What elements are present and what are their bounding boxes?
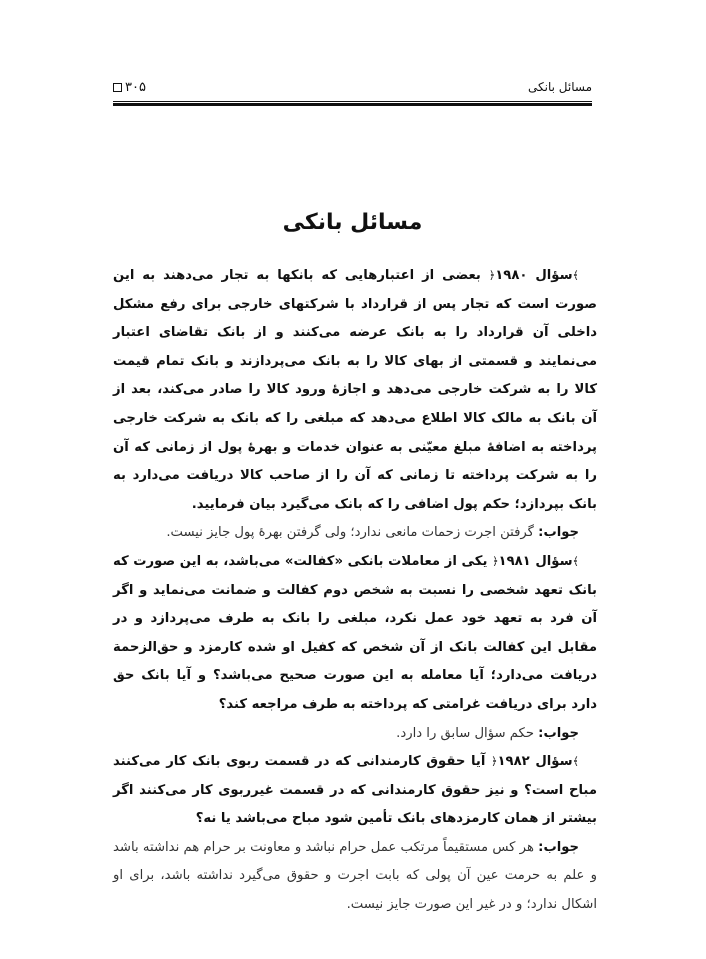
question-text: بعضی از اعتبارهایی که بانکها به تجار می‌دهند به این صورت است که تجار پس از قرارداد با شرکتهای خارجی برای رفع مشکل داخلی آن قرارداد را به بانک عرضه می‌کنند و از بانک تقاضای اعتبار می‌نمایند و قسمتی از بهای کالا را به بانک می‌پردازند و بانک تمام قیمت کالا را به شرکت خارجی می‌دهد و اجازهٔ ورود کالا را صادر می‌کند، بعد از آن بانک به مالک کالا اطلاع می‌دهد که مبلغی را که بانک به شرکت خارجی پرداخته به اضافهٔ مبلغ معیّنی به عنوان خدمات و بهرهٔ پول از زمانی که آن را به شرکت پرداخته تا زمانی که آن را از صاحب کالا دریافت می‌دارد به بانک بپردازد؛ حکم پول اضافی را که بانک می‌گیرد بیان فرمایید. <box>113 268 597 512</box>
open-bracket-icon: ﴾ <box>572 269 579 282</box>
page-number: ۳۰۵ <box>125 80 146 95</box>
header-rule-thin <box>113 101 592 102</box>
square-ornament-icon <box>113 83 122 92</box>
answer-1980 <box>113 519 597 548</box>
answer-text: گرفتن اجرت زحمات مانعی ندارد؛ ولی گرفتن بهرهٔ پول جایز نیست. <box>166 525 534 541</box>
answer-1981 <box>113 720 597 749</box>
open-bracket-icon: ﴾ <box>572 755 580 769</box>
close-bracket-icon: ﴿ <box>491 755 498 769</box>
page-number-group <box>113 80 146 95</box>
answer-label: جواب: <box>538 725 579 741</box>
chapter-title: مسائل بانکی <box>282 210 423 235</box>
question-label: سؤال ۱۹۸۰ <box>495 268 573 283</box>
question-1982 <box>113 748 597 834</box>
header-rule-thick <box>113 103 592 106</box>
answer-label: جواب: <box>538 839 579 855</box>
answer-label: جواب: <box>538 525 579 541</box>
running-title: مسائل بانکی <box>528 80 592 94</box>
answer-text: حکم سؤال سابق را دارد. <box>396 725 534 741</box>
question-label: سؤال ۱۹۸۱ <box>498 553 573 569</box>
document-body <box>113 262 597 920</box>
answer-1982 <box>113 834 597 920</box>
question-1981 <box>113 548 597 720</box>
close-bracket-icon: ﴿ <box>492 554 499 568</box>
open-bracket-icon: ﴾ <box>572 554 579 568</box>
question-label: سؤال ۱۹۸۲ <box>497 754 573 770</box>
page-header <box>113 80 592 102</box>
answer-text: هر کس مستقیماً مرتکب عمل حرام نباشد و معاونت بر حرام هم نداشته باشد و علم به حرمت عین آن پولی که بابت اجرت و حقوق می‌گیرد نداشته باشد، برای او اشکال ندارد؛ و در غیر این صورت جایز نیست. <box>113 839 597 913</box>
question-text: یکی از معاملات بانکی «کفالت» می‌باشد، به این صورت که بانک تعهد شخصی را نسبت به شخص دوم کفالت و ضمانت می‌نماید و اگر آن فرد به تعهد خود عمل نکرد، مبلغی را بانک به طرف می‌پردازد و در مقابل این کفالت بانک از آن شخص که کفیل او شده کارمزد و حق‌الزحمة دریافت می‌دارد؛ آیا معامله به این صورت صحیح می‌باشد؟ و آیا بانک حق دارد برای دریافت غرامتی که پرداخته به طرف مراجعه کند؟ <box>113 553 597 712</box>
close-bracket-icon: ﴿ <box>488 269 496 282</box>
question-1980 <box>113 262 597 519</box>
question-text: آیا حقوق کارمندانی که در قسمت ربوی بانک کار می‌کنند مباح است؟ و نیز حقوق کارمندانی که در قسمت غیرربوی کار می‌کنند اگر بیشتر از همان کارمزدهای بانک تأمین شود مباح می‌باشد یا نه؟ <box>113 754 597 827</box>
